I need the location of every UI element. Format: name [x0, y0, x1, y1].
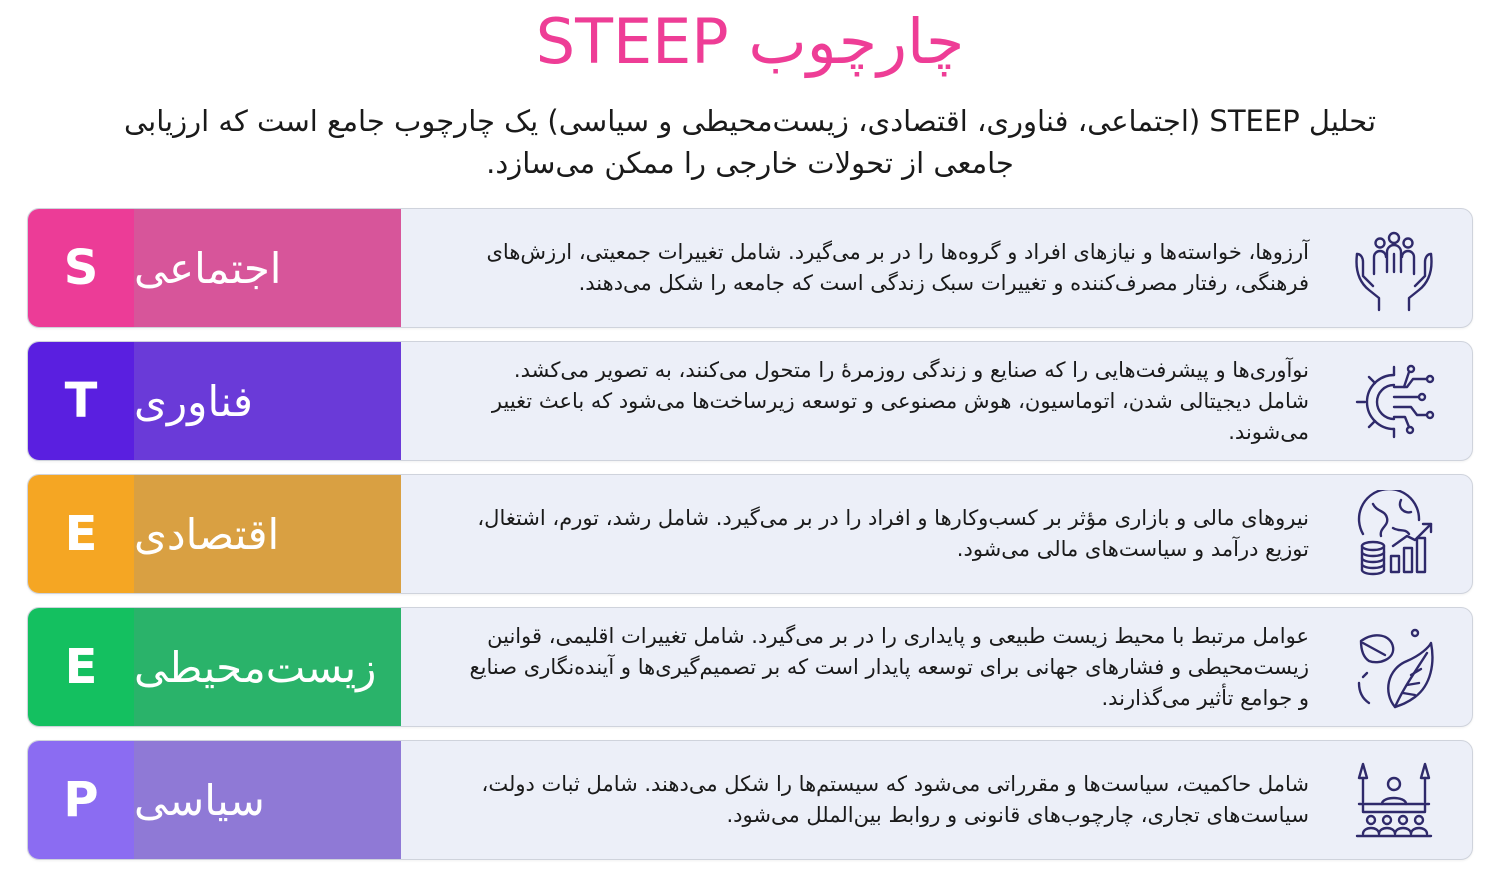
row-name: زیست‌محیطی	[134, 608, 401, 726]
row-letter: S	[28, 209, 134, 327]
leaf-icon	[1346, 620, 1442, 716]
steep-row-technology	[27, 341, 1473, 461]
row-name: اجتماعی	[134, 209, 401, 327]
steep-row-environmental	[27, 607, 1473, 727]
page-subtitle: تحلیل STEEP (اجتماعی، فناوری، اقتصادی، زیست‌محیطی و سیاسی) یک چارچوب جامع است که ارزیابی جامعی از تحولات خارجی را ممکن می‌سازد.	[123, 104, 1377, 180]
row-description-box	[401, 608, 1331, 726]
row-description-box	[401, 209, 1331, 327]
gear-circuit-icon	[1346, 354, 1442, 450]
row-description: آرزوها، خواسته‌ها و نیازهای افراد و گروه‌ها را در بر می‌گیرد. شامل تغییرات جمعیتی، ارزش‌های فرهنگی، رفتار مصرف‌کننده و تغییرات سبک زندگی است که جامعه را شکل می‌دهند.	[486, 240, 1309, 295]
row-description-box	[401, 342, 1331, 460]
podium-politics-icon	[1346, 753, 1442, 849]
row-description: نوآوری‌ها و پیشرفت‌هایی را که صنایع و زندگی روزمرهٔ را متحول می‌کنند، به تصویر می‌کشد. شامل دیجیتالی شدن، اتوماسیون، هوش مصنوعی و توسعه زیرساخت‌ها می‌شود که باعث تغییر می‌شوند.	[491, 357, 1309, 444]
steep-row-economic	[27, 474, 1473, 594]
globe-coins-chart-icon	[1346, 487, 1442, 583]
people-in-hands-icon	[1346, 221, 1442, 317]
row-letter: T	[28, 342, 134, 460]
row-description-box	[401, 741, 1331, 859]
row-description: نیروهای مالی و بازاری مؤثر بر کسب‌وکارها و افراد را در بر می‌گیرد. شامل رشد، تورم، اشتغال، توزیع درآمد و سیاست‌های مالی می‌شود.	[477, 506, 1309, 561]
row-letter: P	[28, 741, 134, 859]
row-description-box	[401, 475, 1331, 593]
row-description: عوامل مرتبط با محیط زیست طبیعی و پایداری را در بر می‌گیرد. شامل تغییرات اقلیمی، قوانین زیست‌محیطی و فشارهای جهانی برای توسعه پایدار است که بر تصمیم‌گیری‌ها و آینده‌نگاری صنایع و جوامع تأثیر می‌گذارند.	[469, 623, 1309, 710]
steep-row-social	[27, 208, 1473, 328]
row-name: اقتصادی	[134, 475, 401, 593]
page-title: چارچوب STEEP	[535, 5, 965, 78]
row-letter: E	[28, 475, 134, 593]
row-name: سیاسی	[134, 741, 401, 859]
row-name: فناوری	[134, 342, 401, 460]
row-letter: E	[28, 608, 134, 726]
row-description: شامل حاکمیت، سیاست‌ها و مقرراتی می‌شود که سیستم‌ها را شکل می‌دهند. شامل ثبات دولت، سیاست‌های تجاری، چارچوب‌های قانونی و روابط بین‌الملل می‌شود.	[481, 772, 1309, 827]
steep-row-political	[27, 740, 1473, 860]
